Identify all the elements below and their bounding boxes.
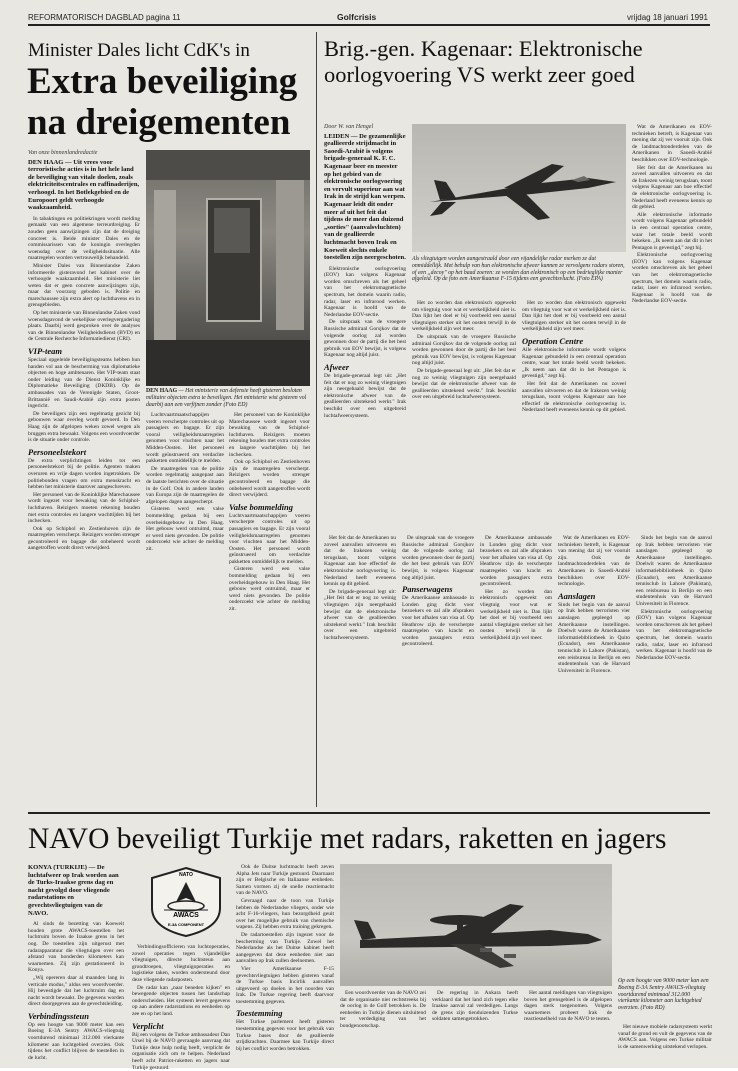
article-column-3 <box>522 300 626 529</box>
body-paragraph: De Amerikaanse ambassade in Londen ging dicht voor bezoekers en zal alle afspraken voor het afhalen van visa af. Op Heathrow zijn de verscherpte maatregelen van kracht en worden passagiers extra gecontroleerd. <box>402 595 474 648</box>
caption-label: DEN HAAG <box>146 388 178 394</box>
article-headline-line2: oorlogvoering VS werkt zeer goed <box>324 62 635 87</box>
byline: Van onze binnenlandredactie <box>28 150 98 156</box>
article-column-7 <box>480 535 552 805</box>
body-paragraph: Het Turkse parlement heeft gisteren toestemming gegeven voor het gebruik van Turkse bases door de geallieerde strijdkrachten. Daarmee kan Turkije direct bij het conflict worden betrokken. <box>236 1019 334 1052</box>
article-column-1 <box>324 124 406 529</box>
header-rule <box>28 24 710 26</box>
body-paragraph: Op een hoogte van 9000 meter kan een Boeing E-3A Sentry AWACS-vliegtuig voortdurend minimaal 312.000 vierkante kilometer aan luchtgebied overzien. Ook tijdens het conflict blijven de toestellen in de lucht. <box>28 1021 124 1061</box>
photo-caption <box>146 388 311 408</box>
article-headline: NAVO beveiligt Turkije met radars, raketten en jagers <box>28 823 667 855</box>
lead-paragraph: KONYA (TURKIJE) — De luchtafweer op Irak worden aan de Turks-Iraakse grens dag en nacht gevolgd door vliegende radarstations en gevechtsvliegtuigen van de NAVO. <box>28 864 119 917</box>
subheading: Afweer <box>324 362 350 372</box>
body-paragraph: Ook de Duitse luchtmacht heeft zeven Alpha Jets naar Turkije gestuurd. Daarnaast zijn er Belgische en Italiaanse eenheden. Samen vormen zij de snelle reactiemacht van de NAVO. <box>236 864 334 897</box>
article-column-3 <box>229 412 310 805</box>
issue-date: vrijdag 18 januari 1991 <box>627 13 708 22</box>
section-rule <box>28 812 710 814</box>
fighter-jet-icon <box>412 124 626 252</box>
awacs-aircraft-photo <box>340 864 612 986</box>
article-column-2 <box>412 300 516 529</box>
body-paragraph: Het zo worden dan elektronisch opgewekt om vliegtuig voor wat er werkelijkheid niet is. Dan lijkt het doel er bij voorbeeld een aantal vliegtuigen sterker uit het oosten terwijl in de werkelijkheid zijn wel meer. <box>522 300 626 333</box>
body-paragraph: In tabaktingen en politiekringen wordt melding gemaakt van een algemene terreurdreiging. Er zouden geen aanwijzingen zijn dat de dreiging concreet is. Beide minister Dales en de commissarissen van de koningin overlegden woensdag over de veiligheidssituatie. Alle maatregelen worden vertrouwelijk behandeld. <box>28 215 140 262</box>
subheading: Panserwagens <box>402 584 453 595</box>
awacs-emblem <box>142 864 230 938</box>
building-photo <box>146 150 310 386</box>
photo-caption: Als vliegtuigen worden aangestraald door een vijandelijke radar merken ze dat onmiddellijk. Met behulp van hun elektronische afweer kunnen ze vervolgens radars storen, of een „decoy" op het baad zoeren: ze worden dan elektronisch op een bedrieglijke manier afgeleid. Op de foto een Amerikaanse F-15 tijdens een gevechtsvlucht. (Foto EPA) <box>412 256 625 283</box>
body-paragraph: Vier Amerikaanse F-15 gevechtsvliegtuigen hebben gisteren vanaf de Turkse basis Incirlik aanvallen uitgevoerd op doelen in het noorden van Irak. De Turkse regering heeft daarvoor toestemming gegeven. <box>236 965 334 1005</box>
navo-column-5 <box>432 990 518 1054</box>
body-paragraph: Het feit dat de Amerikanen nu zoveel aanvallen uitvoeren en dat de Irakezen weinig terugslaan, toont volgens Kagenaar aan hoe effectief de elektronische oorlogvoering is. Nederland heeft eveneens kennis op dit gebied. <box>324 535 396 588</box>
navo-column-3 <box>236 864 334 1054</box>
lead-paragraph: LEIDEN — De gezamenlijke geallieerde strijdmacht in Saoedi-Arabië is volgens brigade-generaal K. F. C. Kagenaar beer en meester op het gebied van de elektronische oorlogvoering en vervult superieur aan wat Irak in de strijd kan werpen. Kagenaar leidt dit onder meer af uit het feit dat tijdens de meer dan duizend „sorties" (aanvalsvluchten) van de geallieerde luchtmacht boven Irak en Koeweit slechts enkele toestellen zijn neergeschoten. <box>324 132 406 262</box>
body-paragraph: Een woordvoerder van de NAVO zei dat de organisatie niet rechtstreeks bij de oorlog in de Golf betrokken is. De eenheden in Turkije dienen uitsluitend ter verdediging van het bondgenootschap. <box>340 990 426 1029</box>
body-paragraph: De uitspraak van de vroegere Russische admiraal Gorsjkov dat de volgende oorlog zal worden gewonnen door de partij die het best gebruik van EOV bewijst, is volgens Kagenaar nog altijd juist. <box>412 333 516 367</box>
subheading: Aanslagen <box>558 590 596 601</box>
body-paragraph: De brigade-generaal legt uit: „Het feit dat er nog zo weinig vliegtuigen zijn neergehaald bewijst dat de elektronische afweer van de geallieerden uitstekend werkt." Irak beschikt over een uitgebreid luchtafweersysteem. <box>412 367 516 401</box>
logo-bottom-text: E-3A COMPONENT <box>167 922 205 927</box>
article-headline-line1: Extra beveiliging <box>27 61 298 102</box>
body-paragraph: De Amerikaanse ambassade in Londen ging dicht voor bezoekers en zal alle afspraken voor het afhalen van visa af. Op Heathrow zijn de verscherpte maatregelen van kracht en worden passagiers extra gecontroleerd. <box>480 535 552 588</box>
body-paragraph: De radar kan „naar beneden kijken" en bewegende objecten tussen het landschap onderscheiden. Het systeem levert gegevens op aan andere radarstations en eenheden op zee en op het land. <box>132 984 230 1017</box>
body-paragraph: Luchtvaartmaatschappijen voeren verscherpte controles uit op passagiers en bagage. Er zijn vooral veiligheidsmaatregelen genomen voor vluchten naar het Midden-Oosten. Het personeel wordt geïnstrueerd om verdachte pakketten onmiddellijk te melden. <box>146 412 224 465</box>
body-paragraph: Gisteren werd een valse bommelding gedaan bij een overheidsgebouw in Den Haag. Het gebouw werd ontruimd, maar er werd niets gevonden. De politie onderzoekt wie achter de melding zit. <box>229 566 310 613</box>
body-paragraph: De regering in Ankara heeft verklaard dat het land zich tegen elke Iraakse aanval zal verdedigen. Langs de grens zijn tienduizenden Turkse soldaten samengetrokken. <box>432 990 518 1023</box>
navo-column-2 <box>132 944 230 1071</box>
caption-text: — Het ministerie van defensie heeft gisteren besloten militaire objecten extra te beveiligen. Het ministerie wist gisteren vol daarbij aan een verfijnen zonder (Foto ED) <box>146 388 307 408</box>
subheading: Verbindingssteun <box>28 1010 89 1021</box>
body-paragraph: De uitspraak van de vroegere Russische admiraal Gorsjkov dat de volgende oorlog zal worden gewonnen door de partij die het best gebruik van EOV bewijst, is volgens Kagenaar nog altijd juist. <box>402 535 474 581</box>
body-paragraph: Elektronische oorlogvoering (EOV) kan volgens Kagenaar worden omschreven als het geheel van het elektromagnetische spectrum, het domein waarin radio, radar, laser en infrarood werken. Kagenaar is hoofd van de Nederlandse EOV-sectie. <box>632 252 712 305</box>
article-column-5 <box>324 535 396 805</box>
body-paragraph: Het zo worden dan elektronisch opgewekt om vliegtuig voor wat er werkelijkheid niet is. Dan lijkt het doel er bij voorbeeld een aantal vliegtuigen sterker uit het oosten terwijl in de werkelijkheid zijn wel meer. <box>480 588 552 641</box>
navo-column-6 <box>524 990 612 1054</box>
article-column-2 <box>146 412 224 805</box>
body-paragraph: Elektronische oorlogvoering (EOV) kan volgens Kagenaar worden omschreven als het geheel van het elektromagnetische spectrum, het domein waarin radio, radar, laser en infrarood werken. Kagenaar is hoofd van de Nederlandse EOV-sectie. <box>324 265 406 318</box>
body-paragraph: „Wij opereren daar al maanden lang in verticale modus," aldus een woordvoerder. Hij bevestigde dat het luchtruim dag en nacht wordt bewaakt. De gegevens worden direct doorgegeven aan de gevechtsleiding. <box>28 974 124 1008</box>
body-paragraph: Bij een volgens de Turkse ambassadeur Dan Ursel bij de NAVO gevraagde aanvraag dat Turkije deze hulp nodig heeft, verplicht de organisatie zich om te helpen. Nederland heeft acht Patriot-raketten en jagers naar Turkije gestuurd. <box>132 1031 230 1071</box>
body-paragraph: Het personeel van de Koninklijke Marechaussee wordt ingezet voor bewaking van de Schiphol-luchthaven. Reizigers moeten rekening houden met extra controles en langere wachttijden bij het inchecken. <box>28 491 140 525</box>
body-paragraph: Minister Dales van Binnenlandse Zaken informeerde gisteravond het kabinet over de verhoogde waakzaamheid. Het ministerie liet weten dat er geen concrete aanwijzingen zijn, maar dat voorzorg geboden is. Politie en marechaussee zijn extra alert op luchthavens en in grensgebieden. <box>28 262 140 309</box>
body-paragraph: Gisteren werd een valse bommelding gedaan bij een overheidsgebouw in Den Haag. Het gebouw werd ontruimd, maar er werd niets gevonden. De politie onderzoekt wie achter de melding zit. <box>146 506 224 552</box>
body-paragraph: Ook op Schiphol en Zestienhoven zijn de maatregelen verscherpt. Reizigers worden strenger gecontroleerd en bagage die onbeheerd wordt aangetroffen wordt direct verwijderd. <box>28 525 140 552</box>
navo-column-7 <box>618 1024 712 1054</box>
body-paragraph: De maatregelen van de politie worden regelmatig aangepast aan de laatste berichten over de situatie in de Golf. Ook in andere landen van Europa zijn de maatregelen de afgelopen dagen aangescherpt. <box>146 465 224 505</box>
subheading: Operation Centre <box>522 335 584 346</box>
body-paragraph: Gevraagd naar de toon van Turkije hebben de Nederlandse vliegers, onder wie acht F-16-vliegers, hun bezorgdheid geuit over het mogelijke gebruik van chemische wapens. Zij hebben extra training gekregen. <box>236 897 334 931</box>
body-paragraph: Het feit dat de Amerikanen nu zoveel aanvallen uitvoeren en dat de Irakezen weinig terugslaan, toont volgens Kagenaar aan hoe effectief de elektronische oorlogvoering is. Nederland heeft eveneens kennis op dit gebied. <box>632 164 712 211</box>
body-paragraph: Elektronische oorlogvoering (EOV) kan volgens Kagenaar worden omschreven als het geheel van het elektromagnetische spectrum, het domein waarin radio, radar, laser en infrarood werken. Kagenaar is hoofd van de Nederlandse EOV-sectie. <box>636 608 712 661</box>
photo-caption: Op een hoogte van 9000 meter kan een Boeing E-3A Sentry AWACS-vliegtuig voortdurend minimaal 312.000 vierkante kilometer aan luchtgebied overzien. (Foto RD) <box>618 978 709 1012</box>
body-paragraph: Al sinds de bezetting van Koeweit houden grote AWACS-toestellen het luchtruim boven de Iraakse grens in het oog. De toestellen zijn uitgerust met radarapparatuur die vliegtuigen over een afstand van honderden kilometers kan waarnemen. Zij zijn gestationeerd in Konya. <box>28 921 124 974</box>
body-paragraph: Het feit dat de Amerikanen nu zoveel aanvallen uitvoeren en dat de Irakezen weinig terugslaan, toont volgens Kagenaar aan hoe effectief de elektronische oorlogvoering is. Nederland heeft eveneens kennis op dit gebied. <box>522 380 627 414</box>
fighter-jet-photo <box>412 124 626 252</box>
body-paragraph: Het zo worden dan elektronisch opgewekt om vliegtuig voor wat er werkelijkheid niet is. Dan lijkt het doel er bij voorbeeld een aantal vliegtuigen sterker uit het oosten terwijl in de werkelijkheid zijn wel meer. <box>412 300 516 333</box>
body-paragraph: De uitspraak van de vroegere Russische admiraal Gorsjkov dat de volgende oorlog zal worden gewonnen door de partij die het best gebruik van EOV bewijst, is volgens Kagenaar nog altijd juist. <box>324 319 406 359</box>
body-paragraph: Luchtvaartmaatschappijen voeren verscherpte controles uit op passagiers en bagage. Er zijn vooral veiligheidsmaatregelen genomen voor vluchten naar het Midden-Oosten. Het personeel wordt geïnstrueerd om verdachte pakketten onmiddellijk te melden. <box>229 512 310 565</box>
navo-column-4 <box>340 990 426 1054</box>
newspaper-name: REFORMATORISCH DAGBLAD pagina 11 <box>28 13 181 22</box>
article-column-9 <box>636 535 712 805</box>
logo-main-text: AWACS <box>173 912 199 919</box>
article-column-6 <box>402 535 474 805</box>
article-column-4 <box>632 124 712 529</box>
column-divider <box>316 32 317 807</box>
subheading: Verplicht <box>132 1020 164 1031</box>
body-paragraph: Wat de Amerikanen en EOV-technieken betreft, is Kagenaar van mening dat zij ver vooruit zijn. Ook de landmachtonderdelen van de Amerikanen in Saoedi-Arabië beschikken over EOV-technologie. <box>558 535 630 588</box>
article-headline-line2: na dreigementen <box>27 102 291 143</box>
byline: Door W. van Hengel <box>324 124 374 130</box>
subheading: Valse bommelding <box>229 501 293 512</box>
body-paragraph: De brigade-generaal legt uit: „Het feit dat er nog zo weinig vliegtuigen zijn neergehaald bewijst dat de elektronische afweer van de geallieerden uitstekend werkt." Irak beschikt over een uitgebreid luchtafweersysteem. <box>324 373 406 419</box>
body-paragraph: Het nieuwe mobiele radarsysteem werkt vanaf de grond en vult de gegevens van de AWACS aan. Volgens een Turkse militair is de samenwerking uitstekend verlopen. <box>618 1024 712 1050</box>
subheading: VIP-team <box>28 346 62 357</box>
article-headline-line1: Brig.-gen. Kagenaar: Elektronische <box>324 36 643 61</box>
subheading: Personeelstekort <box>28 446 87 457</box>
body-paragraph: Alle elektronische informatie wordt volgens Kagenaar gebundeld in een centraal operation centre, waar het totale beeld wordt bekeken. „Ik neem aan dat dit in het Pentagon is gevestigd," zegt hij. <box>632 211 712 251</box>
body-paragraph: Speciaal opgeleide beveiligingsteams hebben hun handen vol aan de bescherming van diplomatieke objecten en hoge ambtenaren. Het VIP-team staat onder leiding van de Dienst Koninklijke en Diplomatieke Beveiliging (DKDB). Op de ambassades van de Verenigde Staten, Groot-Brittannië en Saudi-Arabië zijn extra posten ingericht. <box>28 357 140 410</box>
subheading: Toestemming <box>236 1008 283 1019</box>
body-paragraph: De beveiligers zijn een regelmatig gezicht bij gebouwen waar overleg wordt gevoerd. In Den Haag zijn de afgelopen weken zowel wegen als bruggen extra bewaakt. Volgens een woordvoerder is de situatie onder controle. <box>28 410 140 444</box>
body-paragraph: Wat de Amerikanen en EOV-technieken betreft, is Kagenaar van mening dat zij ver vooruit zijn. Ook de landmachtonderdelen van de Amerikanen in Saoedi-Arabië beschikken over EOV-technologie. <box>632 124 712 163</box>
body-paragraph: De extra verplichtingen leiden tot een personeelstekort bij de politie. Agenten maken overuren en vrije dagen worden ingetrokken. De politiebonden vragen om extra menskracht en hebben het ministerie daarover aangeschreven. <box>28 457 140 491</box>
awacs-aircraft-icon <box>340 864 612 986</box>
body-paragraph: Sinds het begin van de aanval op Irak hebben terroristen vier aanslagen gepleegd op Amerikaanse instellingen. Doelwit waren de Amerikaanse informatiebibliotheek in Quito (Ecuador), een Amerikaanse tennisclub in Lahore (Pakistan), een reisbureau in Berlijn en een studentenhuis van de Harvard Universiteit in Florence. <box>558 601 630 674</box>
body-paragraph: Sinds het begin van de aanval op Irak hebben terroristen vier aanslagen gepleegd op Amerikaanse instellingen. Doelwit waren de Amerikaanse informatiebibliotheek in Quito (Ecuador), een Amerikaanse tennisclub in Lahore (Pakistan), een reisbureau in Berlijn en een studentenhuis van de Harvard Universiteit in Florence. <box>636 535 712 607</box>
body-paragraph: Het aantal meldingen van vliegtuigen boven het grensgebied is de afgelopen dagen sterk toegenomen. Volgens waarnemers probeert Irak de reactiesnelheid van de NAVO te testen. <box>524 990 612 1023</box>
logo-top-text: NATO <box>179 872 193 878</box>
body-paragraph: De radartoestellen zijn ingezet voor de bescherming van Turkije. Zowel het Nederlandse als het Duitse kabinet heeft aangegeven dat deze eenheden niet aan aanvallen op Irak zullen deelnemen. <box>236 931 334 965</box>
body-paragraph: Op het ministerie van Binnenlandse Zaken vond woensdagavond de wekelijkse overlegvergadering plaats. Daarbij werd gesproken over de analyses van de Binnenlandse Veiligheidsdienst (BVD) en de Centrale Recherche Informatiedienst (CRI). <box>28 310 140 343</box>
article-column-8 <box>558 535 630 805</box>
article-kicker: Minister Dales licht CdK's in <box>28 40 250 61</box>
article-column-1 <box>28 150 140 805</box>
body-paragraph: Verbindingsofficieren van luchtoperaties, zowel operaties tegen vijandelijke vliegtuigen, directe luchtsteun aan grondtroepen, vliegtuigoperaties en logistieke taken, worden ondersteund door deze vliegende radarposten. <box>132 944 230 983</box>
body-paragraph: Alle elektronische informatie wordt volgens Kagenaar gebundeld in een centraal operation centre, waar het totale beeld wordt bekeken. „Ik neem aan dat dit in het Pentagon is gevestigd," zegt hij. <box>522 346 626 380</box>
section-title: Golfcrisis <box>337 12 377 22</box>
body-paragraph: Het personeel van de Koninklijke Marechaussee wordt ingezet voor bewaking van de Schiphol-luchthaven. Reizigers moeten rekening houden met extra controles en langere wachttijden bij het inchecken. <box>229 412 310 458</box>
body-paragraph: De brigade-generaal legt uit: „Het feit dat er nog zo weinig vliegtuigen zijn neergehaald bewijst dat de elektronische afweer van de geallieerden uitstekend werkt." Irak beschikt over een uitgebreid luchtafweersysteem. <box>324 588 396 641</box>
lead-paragraph: DEN HAAG — Uit vrees voor terroristische acties is in het hele land de beveiliging van vitale doelen, zoals elektriciteitscentrales en raffinaderijen, verhoogd. In het Botlekgebied en de Europoort geldt verhoogde waakzaamheid. <box>28 158 140 212</box>
body-paragraph: Ook op Schiphol en Zestienhoven zijn de maatregelen verscherpt. Reizigers worden strenger gecontroleerd en bagage die onbeheerd wordt aangetroffen wordt direct verwijderd. <box>229 459 310 499</box>
navo-column-1 <box>28 864 124 1061</box>
